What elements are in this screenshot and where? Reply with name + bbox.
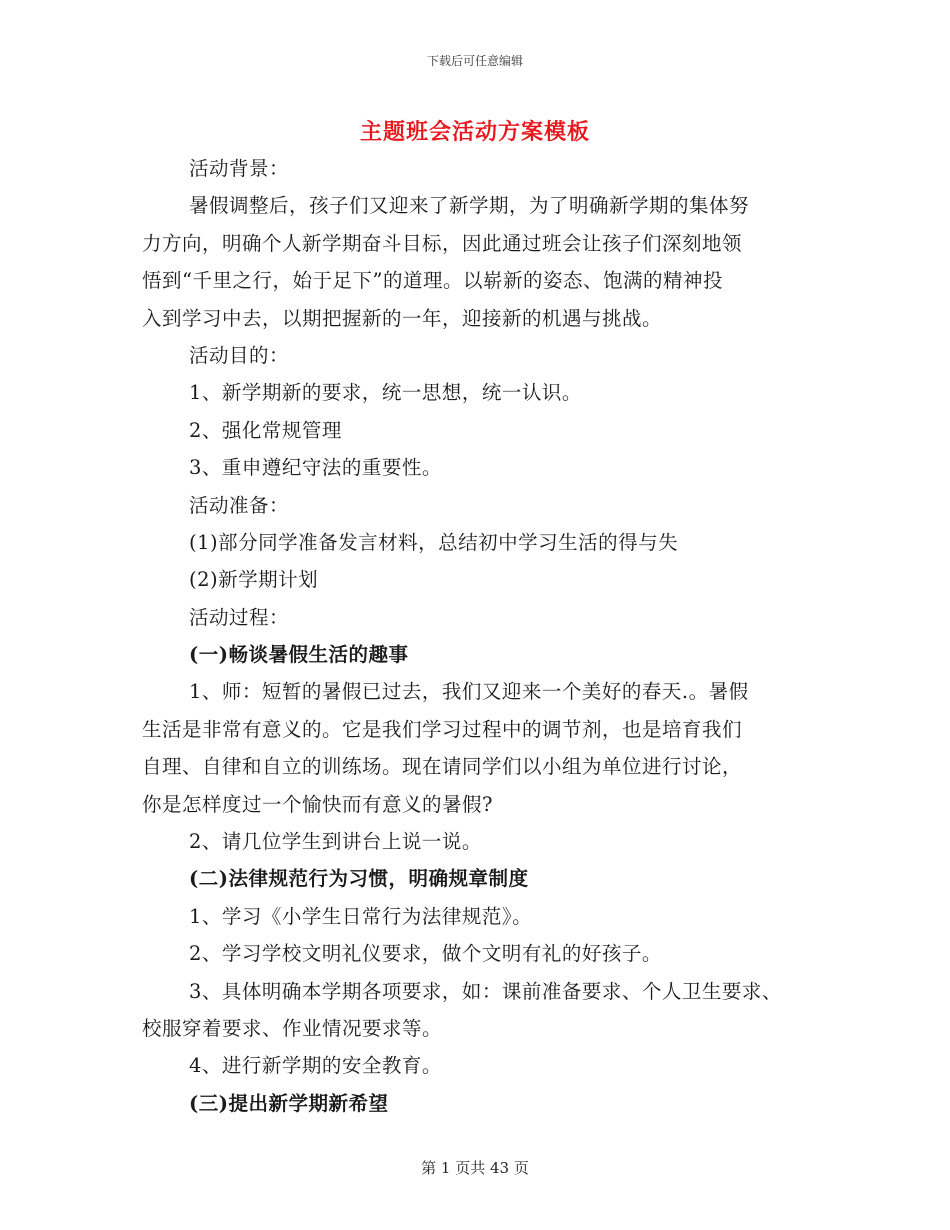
list-item: 2、强化常规管理 bbox=[189, 418, 342, 442]
header-note: 下载后可任意编辑 bbox=[426, 54, 523, 68]
paragraph-line: 入到学习中去，以期把握新的一年，迎接新的机遇与挑战。 bbox=[142, 306, 663, 330]
list-item: (2)新学期计划 bbox=[189, 568, 319, 592]
subsection-heading: (二)法律规范行为习惯，明确规章制度 bbox=[189, 867, 529, 891]
list-item: 2、学习学校文明礼仪要求，做个文明有礼的好孩子。 bbox=[189, 942, 662, 966]
subsection-heading: (一)畅谈暑假生活的趣事 bbox=[189, 643, 409, 667]
list-item: 2、请几位学生到讲台上说一说。 bbox=[189, 830, 482, 854]
paragraph-line: 暑假调整后，孩子们又迎来了新学期，为了明确新学期的集体努 bbox=[189, 194, 750, 218]
list-item: 1、学习《小学生日常行为法律规范》。 bbox=[189, 904, 533, 928]
list-item: 3、重申遵纪守法的重要性。 bbox=[189, 456, 442, 480]
paragraph-line: 1、师：短暂的暑假已过去，我们又迎来一个美好的春天.。暑假 bbox=[189, 680, 749, 704]
paragraph-line: 生活是非常有意义的。它是我们学习过程中的调节剂，也是培育我们 bbox=[142, 717, 743, 741]
document-title: 主题班会活动方案模板 bbox=[359, 119, 590, 145]
document-body bbox=[142, 150, 832, 1122]
section-heading-purpose: 活动目的： bbox=[189, 343, 290, 367]
paragraph-line: 力方向，明确个人新学期奋斗目标，因此通过班会让孩子们深刻地领 bbox=[142, 231, 743, 255]
paragraph-line: 悟到“千里之行，始于足下”的道理。以崭新的姿态、饱满的精神投 bbox=[142, 269, 723, 293]
paragraph-line: 你是怎样度过一个愉快而有意义的暑假? bbox=[142, 792, 493, 816]
subsection-heading: (三)提出新学期新希望 bbox=[189, 1091, 389, 1115]
section-heading-process: 活动过程： bbox=[189, 605, 290, 629]
list-item: 1、新学期新的要求，统一思想，统一认识。 bbox=[189, 381, 582, 405]
section-heading-preparation: 活动准备： bbox=[189, 493, 290, 517]
paragraph-line: 校服穿着要求、作业情况要求等。 bbox=[142, 1016, 443, 1040]
list-item: 4、进行新学期的安全教育。 bbox=[189, 1054, 442, 1078]
section-heading-background: 活动背景： bbox=[189, 157, 290, 180]
list-item: 3、具体明确本学期各项要求，如：课前准备要求、个人卫生要求、 bbox=[189, 979, 782, 1003]
list-item: (1)部分同学准备发言材料，总结初中学习生活的得与失 bbox=[189, 530, 679, 554]
page-footer: 第 1 页共 43 页 bbox=[421, 1159, 529, 1177]
paragraph-line: 自理、自律和自立的训练场。现在请同学们以小组为单位进行讨论， bbox=[142, 755, 743, 779]
